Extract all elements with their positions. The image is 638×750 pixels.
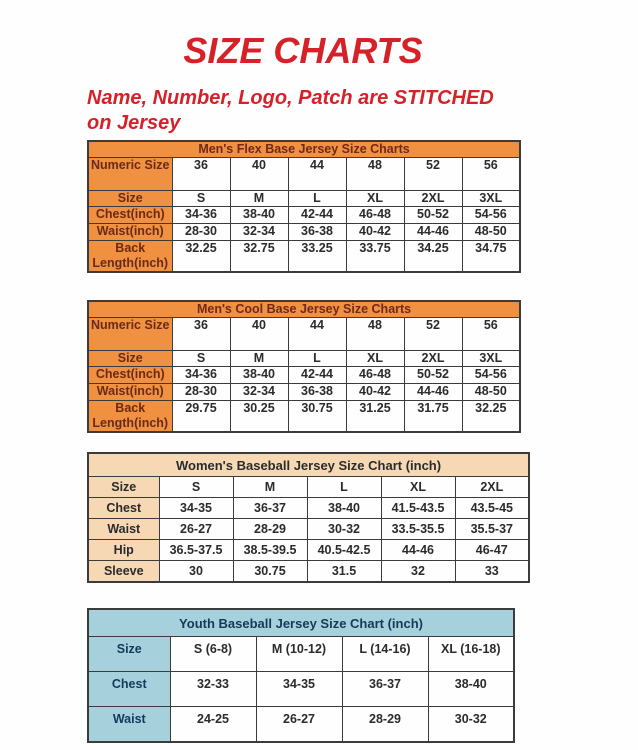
- cell: 3XL: [462, 351, 520, 367]
- cell: 33.75: [346, 241, 404, 273]
- cell: 2XL: [455, 477, 529, 498]
- cell: 34-36: [172, 367, 230, 384]
- cell: 33: [455, 561, 529, 583]
- cell: 32-34: [230, 224, 288, 241]
- cell: M: [233, 477, 307, 498]
- table-row: [88, 401, 520, 433]
- cell: 36: [172, 158, 230, 191]
- row-label: Waist(inch): [88, 384, 172, 401]
- stitched-note-line2: on Jersey: [87, 112, 181, 134]
- cell: 40: [230, 158, 288, 191]
- table-title-row: [88, 301, 520, 318]
- row-label: Size: [88, 191, 172, 207]
- row-label: Waist: [88, 707, 170, 743]
- cell: 36-37: [233, 498, 307, 519]
- cell: 42-44: [288, 207, 346, 224]
- table-row: [88, 241, 520, 273]
- mens-flex-base-table: [87, 140, 521, 273]
- mens-cool-base-table: [87, 300, 521, 433]
- cell: 28-29: [233, 519, 307, 540]
- cell: M: [230, 191, 288, 207]
- cell: L: [288, 191, 346, 207]
- cell: 36-38: [288, 384, 346, 401]
- cell: 38-40: [230, 367, 288, 384]
- row-label: Waist: [88, 519, 159, 540]
- cell: 54-56: [462, 367, 520, 384]
- cell: 44: [288, 318, 346, 351]
- cell: 40: [230, 318, 288, 351]
- cell: 48: [346, 158, 404, 191]
- cell: 28-29: [342, 707, 428, 743]
- cell: 44-46: [404, 224, 462, 241]
- cell: 34-36: [172, 207, 230, 224]
- table-row: [88, 540, 529, 561]
- table-row: [88, 519, 529, 540]
- cell: 46-47: [455, 540, 529, 561]
- cell: 32.25: [172, 241, 230, 273]
- row-label: Numeric Size: [88, 158, 172, 191]
- cell: 38-40: [307, 498, 381, 519]
- cell: 41.5-43.5: [381, 498, 455, 519]
- cell: 36.5-37.5: [159, 540, 233, 561]
- table-row: [88, 561, 529, 583]
- cell: 30.25: [230, 401, 288, 433]
- cell: 33.25: [288, 241, 346, 273]
- cell: 48-50: [462, 224, 520, 241]
- table-row: [88, 498, 529, 519]
- cell: L (14-16): [342, 637, 428, 672]
- cell: 54-56: [462, 207, 520, 224]
- row-label: Back Length(inch): [88, 241, 172, 273]
- row-label: Size: [88, 477, 159, 498]
- cell: S: [172, 351, 230, 367]
- stitched-note: [87, 86, 527, 136]
- cell: 30-32: [307, 519, 381, 540]
- stitched-note-line1: Name, Number, Logo, Patch are STITCHED: [87, 87, 494, 109]
- row-label: Size: [88, 351, 172, 367]
- table-row: [88, 191, 520, 207]
- table-row: [88, 384, 520, 401]
- cell: L: [307, 477, 381, 498]
- cell: 36-37: [342, 672, 428, 707]
- row-label: Back Length(inch): [88, 401, 172, 433]
- table-title-row: [88, 141, 520, 158]
- cell: 48-50: [462, 384, 520, 401]
- mens-cool-table-title: Men's Cool Base Jersey Size Charts: [88, 301, 520, 318]
- womens-table-title: Women's Baseball Jersey Size Chart (inch): [88, 453, 529, 477]
- cell: 40-42: [346, 224, 404, 241]
- cell: 28-30: [172, 384, 230, 401]
- table-row: [88, 351, 520, 367]
- table-row: [88, 318, 520, 351]
- table-title-row: [88, 453, 529, 477]
- cell: 2XL: [404, 191, 462, 207]
- cell: XL: [381, 477, 455, 498]
- cell: 50-52: [404, 367, 462, 384]
- cell: 29.75: [172, 401, 230, 433]
- cell: S (6-8): [170, 637, 256, 672]
- page-title: SIZE CHARTS: [183, 30, 423, 71]
- cell: 36-38: [288, 224, 346, 241]
- row-label: Hip: [88, 540, 159, 561]
- cell: 56: [462, 318, 520, 351]
- table-row: [88, 224, 520, 241]
- cell: 52: [404, 158, 462, 191]
- cell: 32-33: [170, 672, 256, 707]
- womens-baseball-table: [87, 452, 530, 583]
- cell: 32-34: [230, 384, 288, 401]
- cell: 46-48: [346, 367, 404, 384]
- youth-baseball-table: [87, 608, 515, 743]
- cell: M: [230, 351, 288, 367]
- cell: 34.25: [404, 241, 462, 273]
- table-row: [88, 158, 520, 191]
- table-row: [88, 672, 514, 707]
- cell: 24-25: [170, 707, 256, 743]
- cell: 42-44: [288, 367, 346, 384]
- row-label: Size: [88, 637, 170, 672]
- row-label: Sleeve: [88, 561, 159, 583]
- cell: 32: [381, 561, 455, 583]
- row-label: Chest(inch): [88, 207, 172, 224]
- cell: 32.25: [462, 401, 520, 433]
- cell: 40-42: [346, 384, 404, 401]
- cell: 33.5-35.5: [381, 519, 455, 540]
- cell: 30.75: [233, 561, 307, 583]
- cell: 34.75: [462, 241, 520, 273]
- cell: 38-40: [428, 672, 514, 707]
- cell: 31.75: [404, 401, 462, 433]
- row-label: Chest: [88, 498, 159, 519]
- cell: 2XL: [404, 351, 462, 367]
- cell: 31.5: [307, 561, 381, 583]
- row-label: Chest: [88, 672, 170, 707]
- cell: 50-52: [404, 207, 462, 224]
- cell: 32.75: [230, 241, 288, 273]
- cell: 43.5-45: [455, 498, 529, 519]
- cell: 31.25: [346, 401, 404, 433]
- table-row: [88, 367, 520, 384]
- cell: 44-46: [404, 384, 462, 401]
- mens-flex-table-title: Men's Flex Base Jersey Size Charts: [88, 141, 520, 158]
- cell: 34-35: [159, 498, 233, 519]
- cell: XL: [346, 351, 404, 367]
- cell: L: [288, 351, 346, 367]
- table-row: [88, 207, 520, 224]
- cell: 48: [346, 318, 404, 351]
- cell: 40.5-42.5: [307, 540, 381, 561]
- cell: 3XL: [462, 191, 520, 207]
- cell: 38-40: [230, 207, 288, 224]
- cell: 46-48: [346, 207, 404, 224]
- cell: 36: [172, 318, 230, 351]
- youth-table-title: Youth Baseball Jersey Size Chart (inch): [88, 609, 514, 637]
- cell: 44: [288, 158, 346, 191]
- cell: 30-32: [428, 707, 514, 743]
- cell: 56: [462, 158, 520, 191]
- cell: S: [172, 191, 230, 207]
- cell: 30: [159, 561, 233, 583]
- table-row: [88, 477, 529, 498]
- cell: 35.5-37: [455, 519, 529, 540]
- cell: 30.75: [288, 401, 346, 433]
- table-row: [88, 637, 514, 672]
- cell: 44-46: [381, 540, 455, 561]
- cell: 26-27: [159, 519, 233, 540]
- table-row: [88, 707, 514, 743]
- row-label: Numeric Size: [88, 318, 172, 351]
- table-title-row: [88, 609, 514, 637]
- cell: XL: [346, 191, 404, 207]
- cell: 26-27: [256, 707, 342, 743]
- row-label: Chest(inch): [88, 367, 172, 384]
- cell: XL (16-18): [428, 637, 514, 672]
- cell: 52: [404, 318, 462, 351]
- cell: 28-30: [172, 224, 230, 241]
- row-label: Waist(inch): [88, 224, 172, 241]
- cell: 38.5-39.5: [233, 540, 307, 561]
- cell: S: [159, 477, 233, 498]
- cell: M (10-12): [256, 637, 342, 672]
- cell: 34-35: [256, 672, 342, 707]
